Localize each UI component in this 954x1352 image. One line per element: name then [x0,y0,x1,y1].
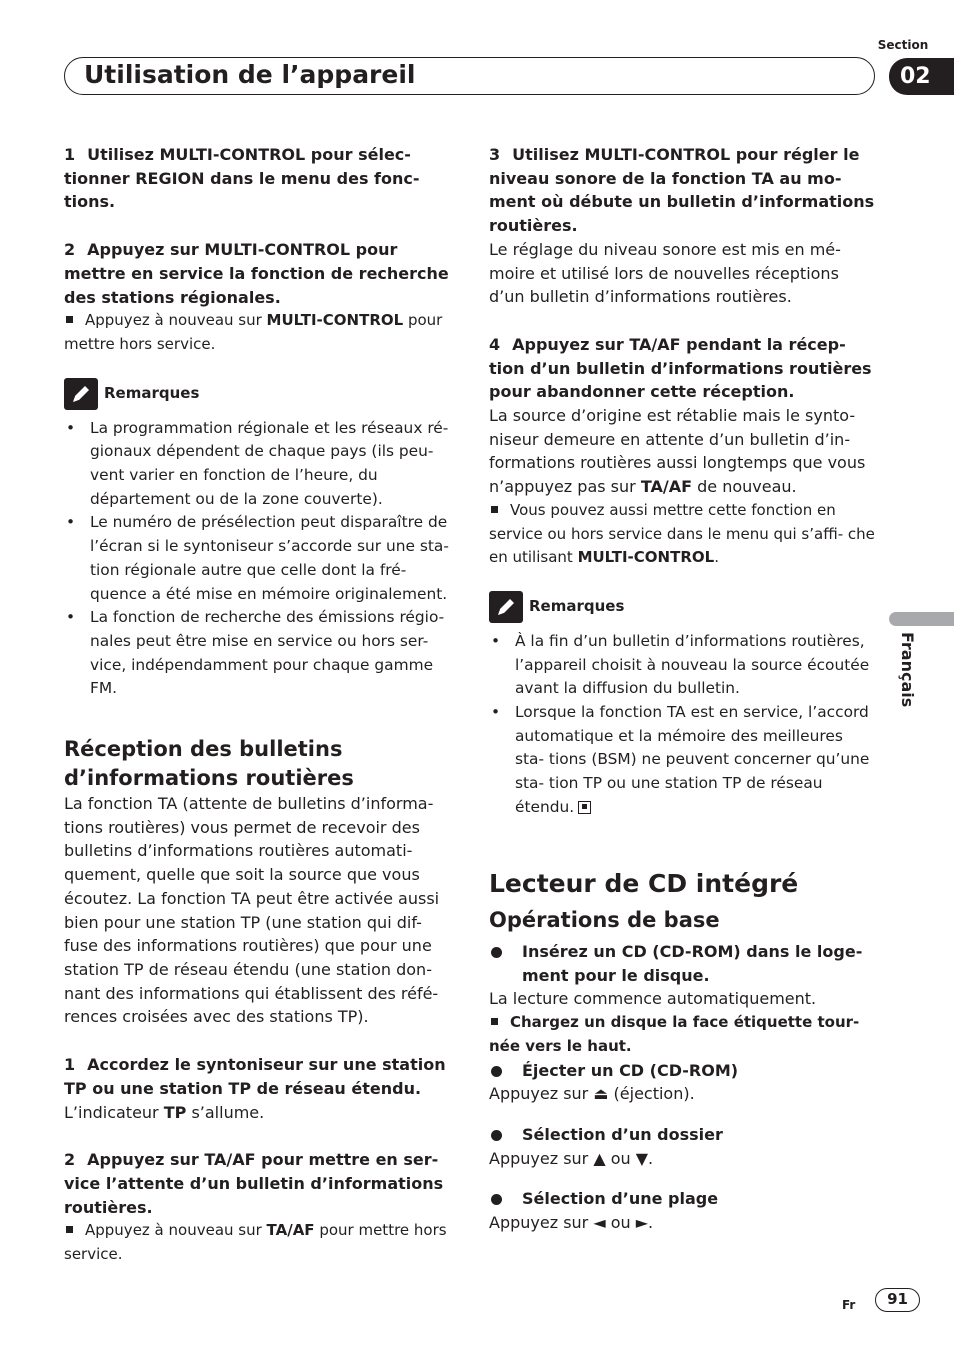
section-label: Section [877,38,929,52]
op-folder-body: Appuyez sur ▲ ou ▼. [489,1148,654,1168]
remarks-list [489,630,875,820]
remark-item: • À la fin d’un bulletin d’informations routières, l’appareil choisit à nouveau la source écoutée avant la diffusion du bulletin. [489,630,875,701]
pencil-note-icon [64,378,98,410]
step-tp-2-note: Appuyez à nouveau sur TA/AF pour mettre hors service. [64,1221,447,1264]
page-title: Utilisation de l’appareil [84,60,416,89]
language-label: Français [898,632,917,708]
step-2: 2 Appuyez sur MULTI-CONTROL pour mettre en service la fonction de recherche des stations régionales. [64,240,449,307]
remark-item: • Lorsque la fonction TA est en service, l’accord automatique et la mémoire des meilleures sta- tions (BSM) ne peuvent concerner qu’une sta- tion TP ou une station TP de réseau étendu. [489,701,875,820]
square-bullet-icon [491,506,498,513]
step-tp-1: 1 Accordez le syntoniseur sur une station TP ou une station TP de réseau étendu. [64,1055,446,1098]
op-insert-cd: Insérez un CD (CD-ROM) dans le loge- ment pour le disque. [489,940,875,987]
step-4: 4 Appuyez sur TA/AF pendant la récep- tion d’un bulletin d’informations routières pour abandonner cette réception. [489,334,872,402]
op-insert-cd-note: Chargez un disque la face étiquette tour- née vers le haut. [489,1013,860,1055]
step-4-note: Vous pouvez aussi mettre cette fonction en service ou hors service dans le menu qui s’affi- che en utilisant MULTI-CONTROL. [489,500,875,567]
remarks-title: Remarques [104,383,200,402]
footer-lang-code: Fr [842,1298,856,1312]
remark-item: • La programmation régionale et les réseaux ré- gionaux dépendent de chaque pays (ils peu- vent varier en fonction de l’heure, du département ou de la zone couverte). [64,417,450,512]
left-column [64,143,450,1267]
step-tp-1-body: L’indicateur TP s’allume. [64,1102,265,1122]
op-track: Sélection d’une plage [489,1187,875,1211]
remarks-header [64,378,450,410]
op-track-body: Appuyez sur ◄ ou ►. [489,1213,654,1233]
remarks-header [489,591,875,623]
section-heading-traffic: Réception des bulletins d’informations routières [64,737,354,790]
end-of-section-icon [578,801,591,814]
square-bullet-icon [66,316,73,323]
op-eject-body: Appuyez sur ⏏ (éjection). [489,1084,695,1104]
right-column [489,143,875,1235]
step-tp-2: 2 Appuyez sur TA/AF pour mettre en ser- vice l’attente d’un bulletin d’informations routières. [64,1150,444,1217]
op-insert-cd-body: La lecture commence automatiquement. [489,989,817,1009]
remarks-title: Remarques [529,597,625,616]
op-folder: Sélection d’un dossier [489,1123,875,1147]
section-heading-cd: Lecteur de CD intégré [489,868,799,898]
remark-item: • La fonction de recherche des émissions régio- nales peut être mise en service ou hors ser- vice, indépendamment pour chaque gamme FM. [64,606,450,701]
step-1: 1 Utilisez MULTI-CONTROL pour sélec- tionner REGION dans le menu des fonc- tions. [64,145,420,212]
step-3-body: Le réglage du niveau sonore est mis en mé- moire et utilisé lors de nouvelles réceptions d’un bulletin d’informations routières. [489,239,841,307]
page-title-bar [64,57,875,95]
traffic-paragraph: La fonction TA (attente de bulletins d’informa- tions routières) vous permet de recevoir des bulletins d’informations routières automati- quement, quelle que soit la source que vous écoutez. La fonction TA peut être activée aussi bien pour une station TP (une station qui dif- fuse des informations routières) que pour une station TP de réseau étendu (une station don- nant des informations qui établissent des réfé- rences croisées avec des stations TP). [64,794,440,1027]
pencil-note-icon [489,591,523,623]
square-bullet-icon [66,1226,73,1233]
page-number: 91 [875,1288,920,1312]
step-3: 3 Utilisez MULTI-CONTROL pour régler le niveau sonore de la fonction TA au mo- ment où débute un bulletin d’informations routières. [489,145,875,236]
remark-item: • Le numéro de présélection peut disparaître de l’écran si le syntoniseur s’accorde sur une sta- tion régionale autre que celle dont la fré- quence a été mise en mémoire originalement. [64,511,450,606]
step-4-body: La source d’origine est rétablie mais le synto- niseur demeure en attente d’un bulletin d’in- formations routières aussi longtemps que vous n’appuyez pas sur TA/AF de nouveau. [489,406,866,497]
op-eject: Éjecter un CD (CD-ROM) [489,1059,875,1083]
step-2-note: Appuyez à nouveau sur MULTI-CONTROL pour mettre hors service. [64,311,443,353]
subheading-basic-ops: Opérations de base [489,907,720,932]
remarks-list [64,417,450,701]
language-tab [889,612,954,626]
section-number-badge: 02 [889,58,954,95]
square-bullet-icon [491,1018,498,1025]
